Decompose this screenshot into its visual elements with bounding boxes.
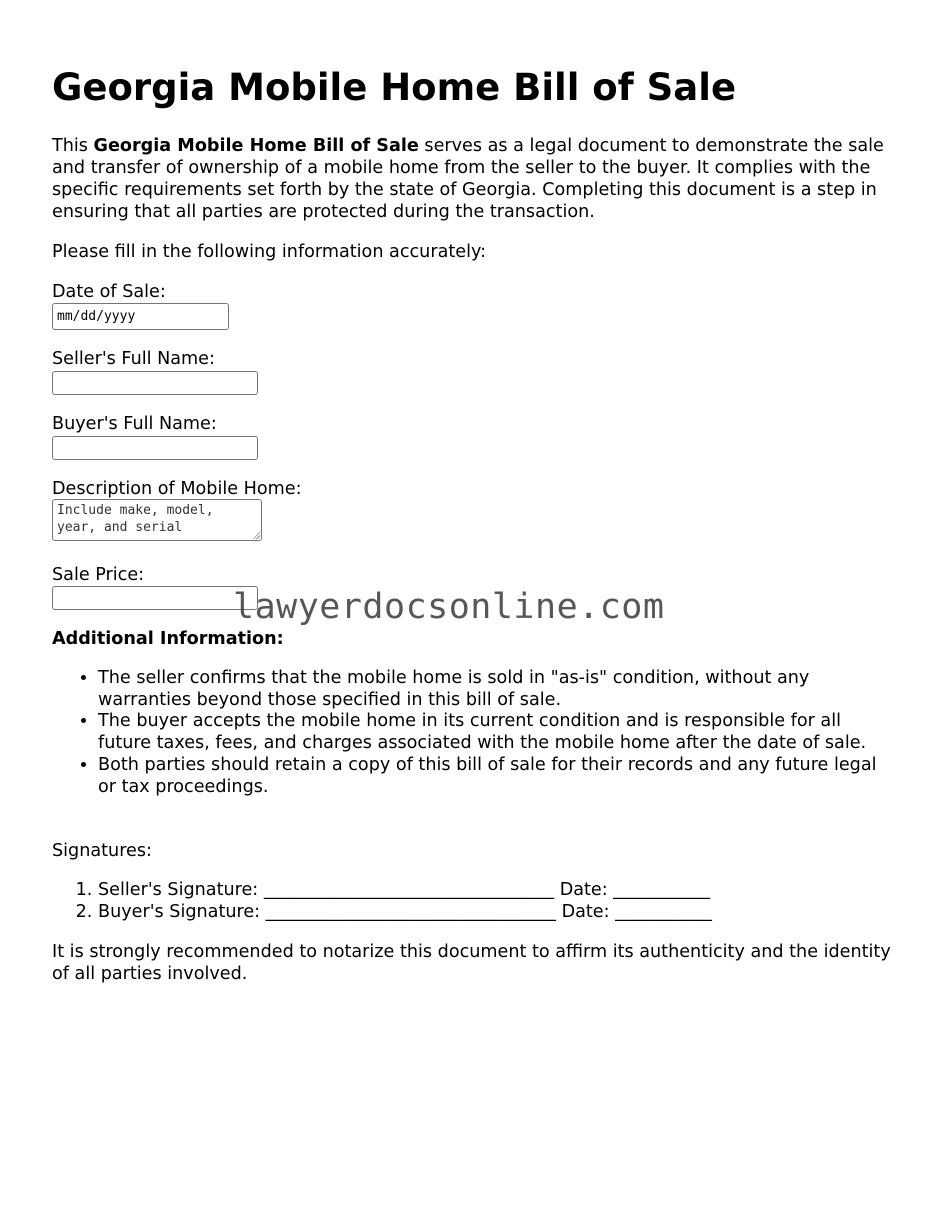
- seller-name-input[interactable]: [52, 371, 258, 395]
- list-item: • The buyer accepts the mobile home in its current condition and is responsible for all future taxes, fees, and charges associated with the mobile home after the date of sale.: [98, 711, 892, 754]
- seller-signature-line: 1. Seller's Signature: _________________________________ Date: ___________: [98, 879, 712, 901]
- closing-paragraph: It is strongly recommended to notarize this document to affirm its authenticity and the identity of all parties involved.: [52, 942, 891, 984]
- list-item: • The seller confirms that the mobile home is sold in "as-is" condition, without any warranties beyond those specified in this bill of sale.: [98, 668, 892, 711]
- intro-bold-title: Georgia Mobile Home Bill of Sale: [93, 136, 419, 156]
- description-placeholder: Include make, model, year, and serial: [57, 503, 214, 535]
- sale-price-label: Sale Price:: [52, 565, 145, 585]
- instructions-text: Please fill in the following information accurately:: [52, 242, 487, 262]
- date-of-sale-input[interactable]: [52, 303, 229, 330]
- buyer-name-input[interactable]: [52, 436, 258, 460]
- signature-list: [52, 879, 712, 923]
- signatures-heading: Signatures:: [52, 841, 152, 861]
- intro-suffix: serves as a legal document to demonstrate the sale and transfer of ownership of a mobile home from the seller to the buyer. It complies with the specific requirements set forth by the state of Georgia. Completing this document is a step in ensuring that all parties are protected during the transaction.: [52, 136, 884, 222]
- seller-name-label: Seller's Full Name:: [52, 349, 215, 369]
- additional-info-heading: Additional Information:: [52, 629, 284, 649]
- watermark: lawyerdocsonline.com: [233, 587, 665, 627]
- description-label: Description of Mobile Home:: [52, 479, 302, 499]
- date-of-sale-placeholder: mm/dd/yyyy: [57, 309, 136, 324]
- list-item: • Both parties should retain a copy of this bill of sale for their records and any future legal or tax proceedings.: [98, 755, 892, 798]
- buyer-name-label: Buyer's Full Name:: [52, 414, 217, 434]
- terms-list: [52, 668, 892, 798]
- sale-price-input[interactable]: [52, 586, 258, 610]
- description-textarea[interactable]: [52, 499, 262, 541]
- date-of-sale-label: Date of Sale:: [52, 282, 166, 302]
- page-title: Georgia Mobile Home Bill of Sale: [52, 66, 737, 109]
- buyer-signature-line: 2. Buyer's Signature: _________________________________ Date: ___________: [98, 901, 712, 923]
- intro-paragraph: [52, 135, 892, 223]
- intro-prefix: This: [52, 136, 94, 156]
- resize-grip-icon[interactable]: [252, 531, 260, 539]
